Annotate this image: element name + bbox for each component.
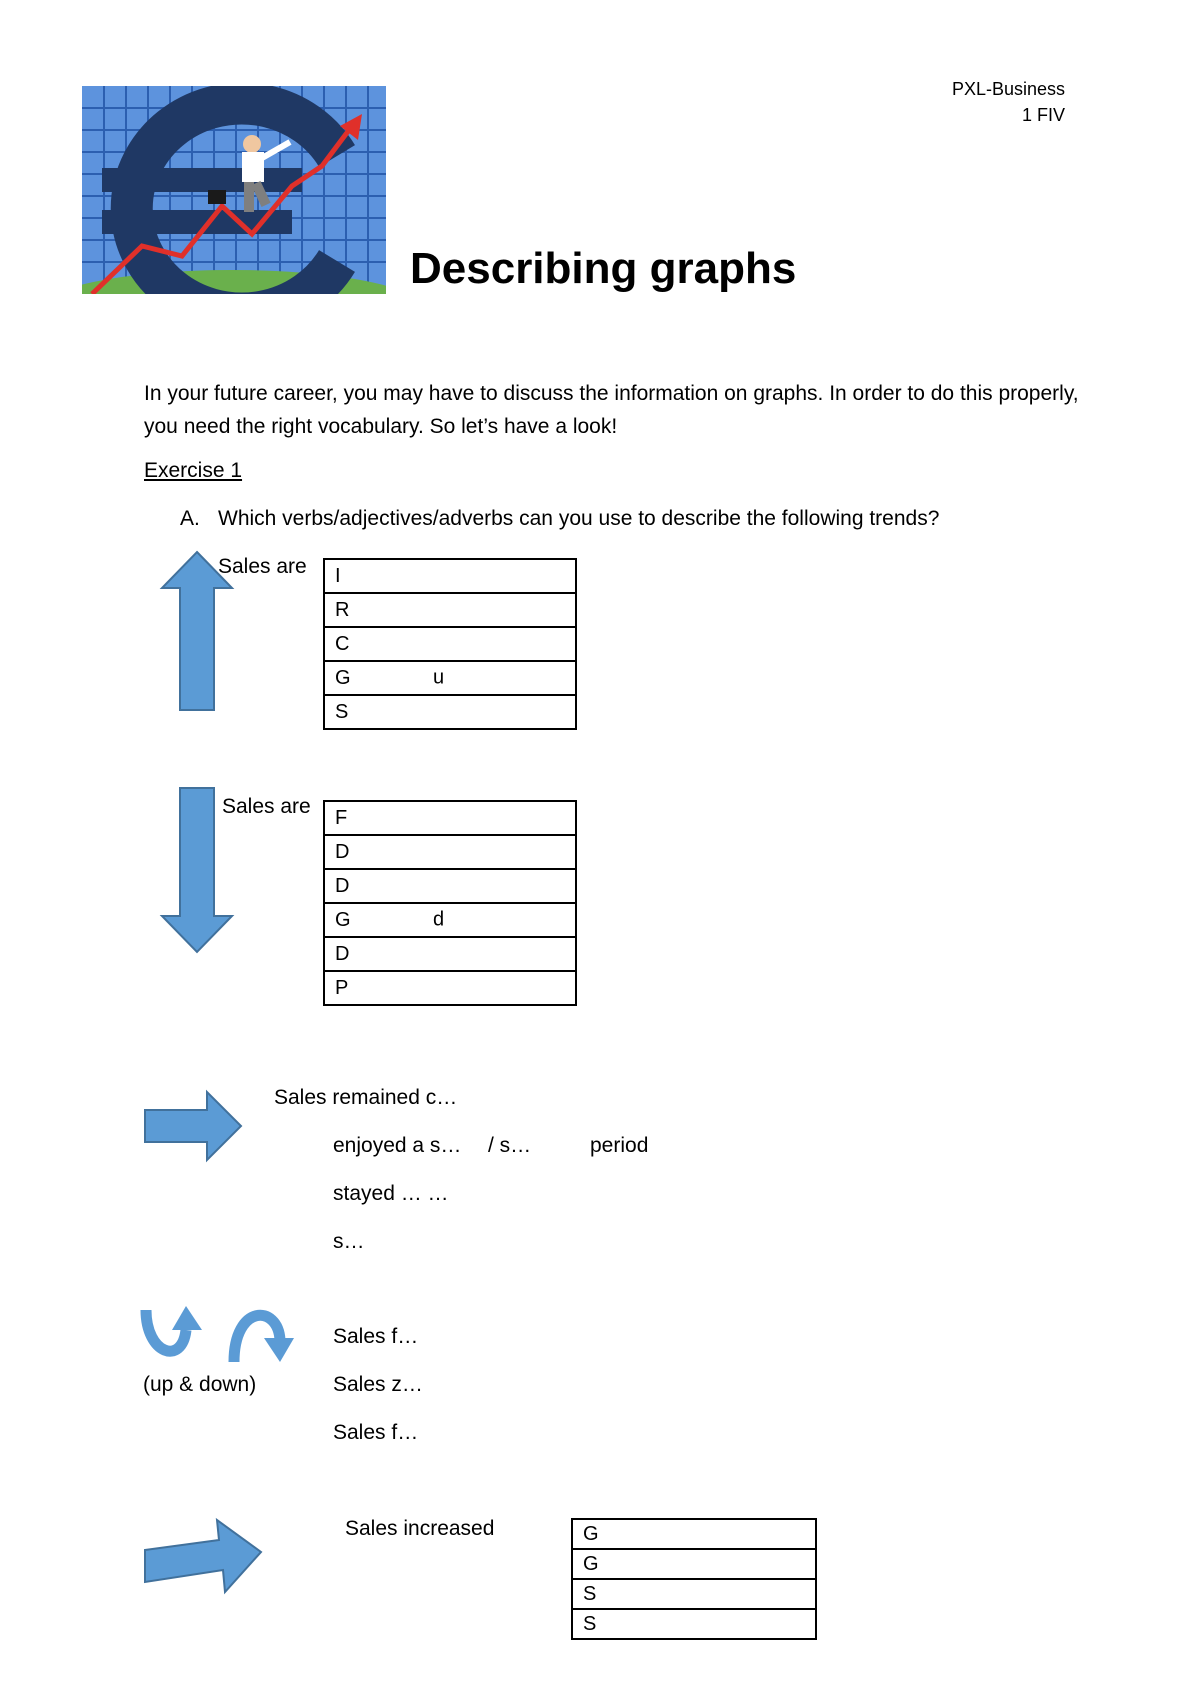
answer-cell[interactable]: D <box>324 937 576 971</box>
down-sales-label: Sales are <box>222 795 311 818</box>
page-title: Describing graphs <box>410 244 797 293</box>
u-turn-up-arrow-icon <box>142 1304 206 1364</box>
table-row <box>324 661 576 695</box>
answer-cell[interactable]: S <box>572 1609 816 1639</box>
table-row <box>324 835 576 869</box>
header-info <box>952 76 1065 128</box>
increase-label: Sales increased <box>345 1517 495 1540</box>
table-row <box>324 559 576 593</box>
fluctuate-caption: (up & down) <box>143 1373 257 1396</box>
answer-cell[interactable]: D <box>324 869 576 903</box>
table-row <box>324 695 576 729</box>
table-row <box>572 1549 816 1579</box>
rising-right-arrow-icon <box>143 1516 263 1594</box>
stable-line-4: s… <box>333 1230 365 1253</box>
up-sales-label: Sales are <box>218 555 307 578</box>
table-row <box>324 903 576 937</box>
stable-line-2b: / s… <box>488 1134 532 1157</box>
table-row <box>324 801 576 835</box>
answer-cell[interactable]: G <box>572 1519 816 1549</box>
euro-growth-logo <box>82 86 386 294</box>
down-answer-table <box>323 800 577 1006</box>
fluctuate-line-2: Sales z… <box>333 1373 423 1396</box>
stable-line-2a: enjoyed a s… <box>333 1134 462 1157</box>
stable-line-2c: period <box>590 1134 649 1157</box>
table-row <box>324 937 576 971</box>
answer-cell[interactable]: C <box>324 627 576 661</box>
intro-paragraph: In your future career, you may have to discuss the information on graphs. In order to do this properly, you need the right vocabulary. So let’s have a look! <box>144 382 1079 438</box>
answer-cell[interactable]: R <box>324 593 576 627</box>
school-name: PXL-Business <box>951 79 1065 99</box>
answer-cell[interactable]: S <box>324 695 576 729</box>
class-name: 1 FIV <box>1021 105 1065 125</box>
table-row <box>572 1519 816 1549</box>
increase-answer-table <box>571 1518 817 1640</box>
table-row <box>324 627 576 661</box>
answer-cell[interactable]: P <box>324 971 576 1005</box>
answer-cell[interactable]: G d <box>324 903 576 937</box>
stable-line-3: stayed … … <box>333 1182 449 1205</box>
table-row <box>572 1609 816 1639</box>
stable-line-1: Sales remained c… <box>274 1086 458 1109</box>
answer-cell[interactable]: D <box>324 835 576 869</box>
up-answer-table <box>323 558 577 730</box>
answer-cell[interactable]: G u <box>324 661 576 695</box>
u-turn-down-arrow-icon <box>226 1304 296 1364</box>
answer-cell[interactable]: G <box>572 1549 816 1579</box>
question-marker: A. <box>180 507 200 530</box>
right-arrow-icon <box>143 1090 243 1162</box>
fluctuate-line-3: Sales f… <box>333 1421 419 1444</box>
table-row <box>572 1579 816 1609</box>
table-row <box>324 971 576 1005</box>
table-row <box>324 869 576 903</box>
fluctuate-line-1: Sales f… <box>333 1325 419 1348</box>
table-row <box>324 593 576 627</box>
answer-cell[interactable]: I <box>324 559 576 593</box>
answer-cell[interactable]: F <box>324 801 576 835</box>
exercise-heading: Exercise 1 <box>144 459 243 482</box>
answer-cell[interactable]: S <box>572 1579 816 1609</box>
question-text: Which verbs/adjectives/adverbs can you use to describe the following trends? <box>218 507 940 530</box>
